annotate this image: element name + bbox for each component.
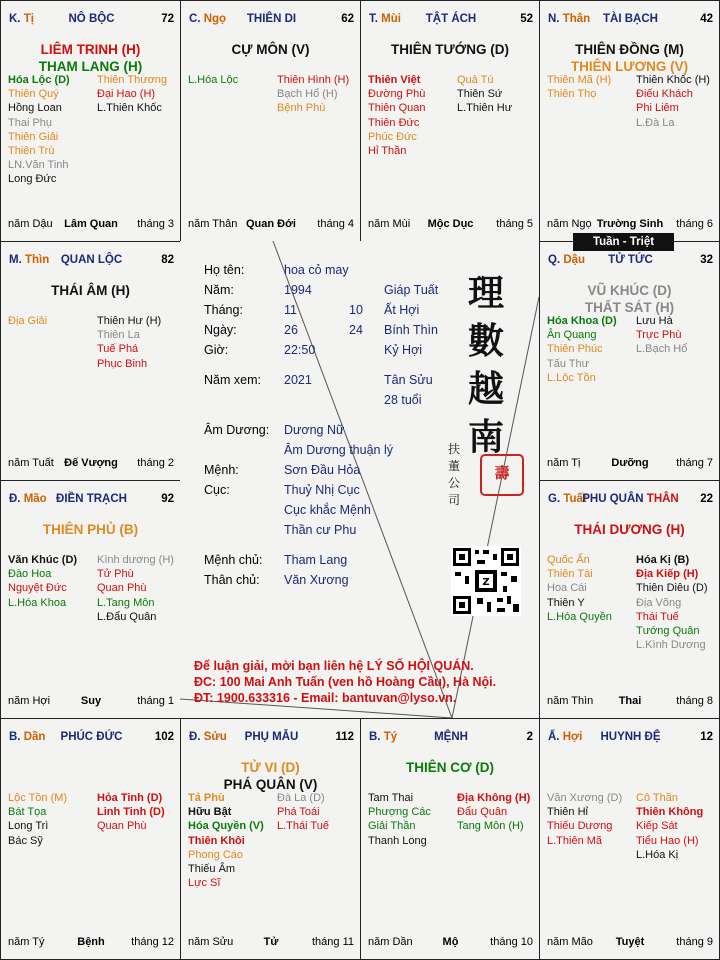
star-item: Bác Sỹ — [8, 834, 43, 847]
star-item: Phượng Các — [368, 806, 431, 819]
star-item: Địa Võng — [636, 596, 682, 609]
palace-year: năm Thìn — [547, 695, 594, 707]
menh-value: Sơn Đầu Hỏa — [284, 463, 361, 477]
nam-xem-can-chi: Tân Sửu — [384, 373, 433, 387]
palace-name: ĐIỀN TRẠCH — [56, 493, 127, 505]
palace-age-number: 102 — [154, 731, 174, 743]
contact-line-2: ĐC: 100 Mai Anh Tuấn (ven hồ Hoàng Cầu), Hà Nội. — [194, 675, 497, 689]
star-item: Văn Khúc (D) — [8, 554, 78, 566]
palace-age-number: 22 — [700, 493, 713, 505]
stars-left-column — [8, 314, 47, 328]
center-info-panel — [180, 241, 539, 718]
star-item: Long Đức — [8, 173, 57, 186]
stars-right-column — [277, 73, 349, 116]
star-item: Đẩu Quân — [457, 806, 508, 819]
tuan-triet-badge: Tuần - Triệt — [573, 233, 674, 251]
star-item: Phong Cáo — [188, 848, 244, 861]
palace-year: năm Mão — [547, 936, 593, 948]
palace-month: tháng 7 — [676, 457, 713, 469]
contact-line-3[interactable]: ĐT: 1900.633316 - Email: bantuvan@lyso.vn. — [194, 691, 457, 705]
star-item: L.Bạch Hổ — [636, 343, 688, 356]
palace-ti — [0, 0, 181, 242]
palace-header — [189, 13, 354, 27]
palace-name: PHU QUÂN THÂN — [582, 493, 679, 505]
palace-footer — [8, 695, 174, 709]
stars-right-column — [97, 553, 174, 624]
palace-year: năm Tuất — [8, 457, 54, 469]
stars-left-column — [8, 553, 77, 610]
star-item: Trực Phù — [636, 329, 682, 342]
palace-position: N. Thân — [548, 13, 591, 25]
star-item: Lực Sĩ — [188, 877, 221, 890]
star-item: Thiên Tài — [547, 568, 593, 581]
star-item: L.Thiên Mã — [547, 834, 603, 847]
palace-footer — [188, 936, 354, 950]
star-item: Thiên Đức — [368, 116, 420, 129]
palace-header — [548, 731, 713, 745]
star-item: Thiên Khôi — [188, 834, 245, 847]
calligraphy — [468, 269, 518, 461]
calligraphy-char: 數 — [468, 320, 505, 362]
cuc-label: Cục: — [204, 483, 230, 497]
nam-xem-value: 2021 — [284, 373, 312, 387]
palace-name: HUYNH ĐỆ — [600, 731, 661, 743]
palace-footer — [547, 218, 713, 232]
stars-left-column — [547, 73, 611, 101]
palace-footer — [547, 936, 713, 950]
palace-age-number: 62 — [341, 13, 354, 25]
tuoi-value: 28 tuổi — [384, 393, 422, 407]
red-seal: 壽 — [480, 454, 524, 496]
menh-label: Mệnh: — [204, 463, 239, 477]
star-item: Quốc Ấn — [547, 554, 590, 566]
star-item: L.Hóa Khoa — [8, 596, 67, 609]
star-item: Lưu Hà — [636, 315, 673, 327]
palace-month: tháng 5 — [496, 218, 533, 230]
stars-right-column — [97, 314, 161, 371]
calligraphy-char: 越 — [468, 368, 505, 410]
star-item: Hoa Cái — [547, 582, 587, 595]
star-item: Quan Phù — [97, 820, 147, 833]
main-star: CỰ MÔN (V) — [231, 42, 310, 57]
palace-age-number: 72 — [161, 13, 174, 25]
palace-position: Ấ. Hợi — [548, 731, 583, 743]
palace-footer — [368, 936, 533, 950]
star-item: Thiên Hư (H) — [97, 315, 162, 327]
svg-text:Z: Z — [482, 577, 490, 588]
palace-header — [548, 493, 713, 507]
nam-xem-label: Năm xem: — [204, 373, 261, 387]
star-item: Tuế Phá — [97, 343, 139, 356]
palace-name: TÀI BẠCH — [603, 13, 658, 25]
gio-can-chi: Kỷ Hợi — [384, 343, 423, 357]
nam-label: Năm: — [204, 283, 234, 297]
palace-month: tháng 2 — [137, 457, 174, 469]
ho-ten-label: Họ tên: — [204, 263, 245, 277]
stars-left-column — [8, 791, 67, 848]
star-item: Tướng Quân — [636, 625, 700, 638]
star-item: Tam Thai — [368, 792, 414, 804]
main-star: THIÊN TƯỚNG (D) — [391, 42, 509, 57]
star-item: Linh Tinh (D) — [97, 806, 165, 819]
palace-year: năm Dần — [368, 936, 413, 948]
stars-right-column — [636, 314, 687, 357]
palace-thin — [0, 241, 181, 481]
star-item: Văn Xương (D) — [547, 792, 623, 804]
palace-header — [548, 13, 713, 27]
thang-can-chi: Ất Hợi — [384, 303, 420, 317]
main-star: LIÊM TRINH (H) — [40, 42, 141, 57]
star-item: L.Hóa Kị — [636, 848, 679, 861]
than-chu-label: Thân chủ: — [204, 573, 260, 587]
thang-am: 10 — [349, 303, 363, 317]
star-item: Thiếu Âm — [188, 863, 236, 876]
palace-year: năm Thân — [188, 218, 238, 230]
main-star: VŨ KHÚC (D) — [587, 283, 672, 298]
stars-left-column — [547, 314, 617, 385]
palace-month: tháng 6 — [676, 218, 713, 230]
palace-header — [9, 493, 174, 507]
cuc-khac-menh: Cục khắc Mệnh — [284, 503, 371, 517]
star-item: Quả Tú — [457, 74, 494, 86]
star-item: Hỏa Tinh (D) — [97, 792, 163, 804]
stars-right-column — [457, 73, 512, 116]
star-item: Thiên Không — [636, 806, 704, 819]
nam-can-chi: Giáp Tuất — [384, 283, 439, 297]
palace-footer — [547, 457, 713, 471]
star-item: Thai Phụ — [8, 116, 53, 129]
main-star: PHÁ QUÂN (V) — [223, 777, 318, 792]
star-item: Hỉ Thần — [368, 145, 407, 158]
star-item: Hồng Loan — [8, 102, 62, 115]
star-item: L.Thái Tuế — [277, 820, 329, 833]
palace-dan — [0, 718, 181, 960]
palace-name: TẬT ÁCH — [425, 13, 477, 25]
palace-age-number: 82 — [161, 254, 174, 266]
palace-tuat — [539, 480, 720, 719]
palace-ngo — [180, 0, 361, 242]
star-item: Hóa Quyền (V) — [188, 820, 264, 833]
main-star: THẤT SÁT (H) — [584, 300, 675, 315]
palace-age-number: 112 — [335, 731, 354, 743]
stars-left-column — [368, 73, 425, 158]
stars-right-column — [457, 791, 530, 834]
star-item: L.Đà La — [636, 116, 675, 129]
star-item: Điếu Khách — [636, 88, 693, 101]
stars-left-column — [368, 791, 431, 848]
am-duong-label: Âm Dương: — [204, 423, 270, 437]
star-item: Địa Kiếp (H) — [636, 568, 699, 581]
stars-left-column — [547, 791, 622, 848]
star-item: Thiên Khốc (H) — [636, 74, 710, 86]
stars-right-column — [636, 73, 710, 130]
main-star: THÁI ÂM (H) — [51, 283, 130, 298]
star-item: Tử Phù — [97, 568, 134, 581]
palace-year: năm Mùi — [368, 218, 411, 230]
star-item: Bệnh Phù — [277, 102, 326, 115]
star-item: LN.Văn Tinh — [8, 159, 69, 172]
palace-stage: Quan Đới — [246, 218, 296, 230]
star-item: Đà La (D) — [277, 792, 325, 804]
star-item: Kình dương (H) — [97, 554, 174, 566]
palace-age-number: 42 — [700, 13, 713, 25]
palace-month: tháng 12 — [131, 936, 174, 948]
palace-position: Q. Dậu — [548, 254, 586, 266]
star-item: Đào Hoa — [8, 568, 52, 581]
star-item: Tang Môn (H) — [457, 820, 524, 833]
palace-dau — [539, 241, 720, 481]
palace-suu — [180, 718, 361, 960]
star-item: Thiên Quan — [368, 102, 426, 115]
palace-header — [9, 731, 174, 745]
palace-name: MỆNH — [434, 731, 468, 743]
star-item: Đại Hao (H) — [97, 88, 156, 101]
palace-header — [189, 731, 354, 745]
contact-line-1: Để luận giải, mời bạn liên hệ LÝ SỐ HỘI QUÁN. — [194, 659, 474, 673]
palace-position: Đ. Mão — [9, 493, 47, 505]
palace-stage: Tuyệt — [615, 936, 645, 948]
palace-header — [369, 13, 533, 27]
palace-footer — [8, 218, 174, 232]
star-item: Long Trì — [8, 820, 49, 833]
than-cu: Thần cư Phu — [284, 523, 357, 537]
palace-stage: Mộc Dục — [427, 218, 474, 230]
palace-age-number: 12 — [700, 731, 713, 743]
star-item: Nguyệt Đức — [8, 582, 67, 595]
palace-stage: Lâm Quan — [64, 218, 118, 230]
palace-stage: Thai — [618, 695, 642, 707]
menh-chu-label: Mệnh chủ: — [204, 553, 263, 567]
palace-position: K. Tị — [9, 13, 34, 25]
star-item: Hữu Bật — [188, 806, 232, 819]
palace-stage: Đế Vượng — [64, 457, 118, 469]
star-item: Thiên Y — [547, 596, 585, 609]
stars-left-column — [188, 73, 238, 87]
palace-position: B. Tý — [369, 731, 398, 743]
palace-header — [369, 731, 533, 745]
star-item: Hóa Lộc (D) — [8, 74, 70, 86]
cuc-value: Thuỷ Nhị Cục — [284, 483, 360, 497]
palace-year: năm Hợi — [8, 695, 51, 707]
star-item: Kiếp Sát — [636, 820, 678, 833]
stars-left-column — [188, 791, 264, 890]
star-item: Địa Không (H) — [457, 792, 531, 804]
palace-name: PHỤ MẪU — [244, 731, 299, 743]
palace-name: THIÊN DI — [246, 13, 297, 25]
stars-right-column — [636, 553, 708, 652]
star-item: Thiên Hình (H) — [277, 74, 350, 86]
star-item: Phúc Đức — [368, 130, 417, 143]
star-item: Bạch Hổ (H) — [277, 88, 338, 101]
palace-footer — [368, 218, 533, 232]
star-item: Thiên Sứ — [457, 88, 503, 101]
main-star: THAM LANG (H) — [38, 59, 143, 74]
calligraphy-char: 南 — [468, 416, 505, 458]
palace-stage: Tử — [263, 936, 279, 948]
palace-footer — [8, 936, 174, 950]
palace-header — [548, 254, 713, 268]
star-item: Tấu Thư — [547, 357, 590, 370]
star-item: Thiếu Dương — [547, 820, 613, 833]
ho-ten-value: hoa cỏ may — [284, 263, 349, 277]
star-item: Giải Thần — [368, 820, 416, 833]
star-item: L.Thiên Khốc — [97, 102, 162, 115]
star-item: Hóa Khoa (D) — [547, 315, 617, 327]
palace-month: tháng 3 — [137, 218, 174, 230]
palace-age-number: 92 — [161, 493, 174, 505]
star-item: L.Lộc Tồn — [547, 371, 596, 384]
star-item: Quan Phù — [97, 582, 147, 595]
palace-header — [9, 13, 174, 27]
palace-position: G. Tuất — [548, 493, 587, 505]
ngay-duong: 26 — [284, 323, 298, 337]
main-star: THIÊN ĐỒNG (M) — [575, 42, 684, 57]
nam-value: 1994 — [284, 283, 312, 297]
palace-header — [9, 254, 174, 268]
palace-stage: Suy — [80, 695, 102, 707]
star-item: Ân Quang — [547, 329, 597, 342]
palace-year: năm Tị — [547, 457, 581, 469]
am-duong-value: Dương Nữ — [284, 423, 345, 437]
star-item: Tiểu Hao (H) — [636, 834, 699, 847]
star-item: Thiên Diêu (D) — [636, 582, 708, 595]
star-item: Thái Tuế — [636, 610, 679, 623]
stars-left-column — [547, 553, 612, 624]
stars-right-column — [97, 73, 167, 116]
palace-mao — [0, 480, 181, 719]
main-star: THIÊN LƯƠNG (V) — [570, 59, 689, 74]
stars-left-column — [8, 73, 70, 187]
palace-hoi — [539, 718, 720, 960]
main-star: THIÊN PHỦ (B) — [42, 522, 139, 537]
star-item: Địa Giải — [8, 315, 48, 327]
palace-age-number: 2 — [526, 731, 533, 743]
thang-duong: 11 — [284, 303, 297, 317]
star-item: Cô Thần — [636, 792, 678, 804]
am-duong-ly: Âm Dương thuận lý — [284, 443, 393, 457]
palace-month: tháng 11 — [311, 936, 354, 948]
star-item: Thanh Long — [368, 834, 427, 847]
palace-stage: Bệnh — [77, 936, 105, 948]
star-item: Thiên Việt — [368, 74, 421, 86]
palace-mui — [360, 0, 540, 242]
star-item: Phi Liêm — [636, 102, 679, 115]
star-item: Thiên Phúc — [547, 343, 603, 356]
star-item: Đường Phù — [368, 88, 426, 101]
palace-position: T. Mùi — [369, 13, 401, 25]
stars-right-column — [97, 791, 165, 834]
star-item: Tả Phù — [188, 792, 225, 804]
star-item: Lộc Tồn (M) — [8, 792, 68, 804]
palace-year: năm Tý — [8, 936, 45, 948]
palace-name: NÔ BỘC — [68, 13, 115, 25]
palace-footer — [8, 457, 174, 471]
qr-code[interactable] — [451, 546, 521, 616]
palace-name: QUAN LỘC — [60, 254, 123, 266]
palace-name: PHÚC ĐỨC — [60, 731, 123, 743]
palace-age-number: 52 — [520, 13, 533, 25]
star-item: Thiên Thương — [97, 74, 168, 86]
main-star: TỬ VI (D) — [241, 760, 300, 775]
gio-label: Giờ: — [204, 343, 229, 357]
star-item: L.Đẩu Quân — [97, 610, 157, 623]
palace-ty — [360, 718, 540, 960]
palace-stage: Mộ — [442, 936, 459, 948]
palace-age-number: 32 — [700, 254, 713, 266]
palace-position: C. Ngọ — [189, 13, 227, 25]
palace-month: tháng 8 — [676, 695, 713, 707]
star-item: L.Hóa Lộc — [188, 74, 239, 86]
palace-position: M. Thìn — [9, 254, 50, 266]
palace-footer — [188, 218, 354, 232]
palace-year: năm Sửu — [188, 936, 234, 948]
palace-footer — [547, 695, 713, 709]
thang-label: Tháng: — [204, 303, 243, 317]
star-item: L.Kình Dương — [636, 639, 706, 652]
star-item: Thiên Mã (H) — [547, 74, 612, 86]
gio-value: 22:50 — [284, 343, 316, 357]
palace-stage: Dưỡng — [611, 457, 649, 469]
star-item: Thiên Thọ — [547, 88, 597, 101]
palace-than — [539, 0, 720, 242]
palace-month: tháng 1 — [137, 695, 174, 707]
palace-position: B. Dần — [9, 731, 46, 743]
star-item: L.Hóa Quyền — [547, 610, 612, 623]
star-item: L.Tang Môn — [97, 596, 155, 609]
palace-month: tháng 10 — [490, 936, 533, 948]
palace-name: TỬ TỨC — [608, 254, 653, 266]
calligraphy-char: 理 — [468, 272, 505, 314]
palace-year: năm Ngọ — [547, 218, 592, 230]
star-item: Thiên La — [97, 329, 140, 342]
palace-month: tháng 9 — [676, 936, 713, 948]
stars-right-column — [277, 791, 329, 834]
palace-position: Đ. Sửu — [189, 731, 227, 743]
palace-year: năm Dậu — [8, 218, 53, 230]
palace-stage: Trường Sinh — [596, 218, 664, 230]
ngay-label: Ngày: — [204, 323, 237, 337]
main-star: THIÊN CƠ (D) — [405, 760, 494, 775]
palace-month: tháng 4 — [317, 218, 354, 230]
star-item: Phục Binh — [97, 357, 148, 370]
ngay-am: 24 — [349, 323, 363, 337]
star-item: Phá Toái — [277, 806, 320, 819]
star-item: Hóa Kị (B) — [636, 554, 690, 566]
main-star: THÁI DƯƠNG (H) — [574, 522, 685, 537]
ngay-can-chi: Bính Thìn — [384, 323, 438, 337]
seal-text: 扶董公司 — [448, 442, 461, 507]
star-item: Thiên Trù — [8, 145, 55, 158]
than-chu-value: Văn Xương — [284, 573, 349, 587]
stars-right-column — [636, 791, 703, 862]
star-item: Thiên Hỉ — [547, 806, 588, 819]
star-item: Bát Tọa — [8, 806, 47, 819]
star-item: Thiên Giải — [8, 130, 59, 143]
star-item: L.Thiên Hư — [457, 102, 513, 115]
menh-chu-value: Tham Lang — [284, 553, 348, 567]
star-item: Thiên Quý — [8, 88, 59, 101]
